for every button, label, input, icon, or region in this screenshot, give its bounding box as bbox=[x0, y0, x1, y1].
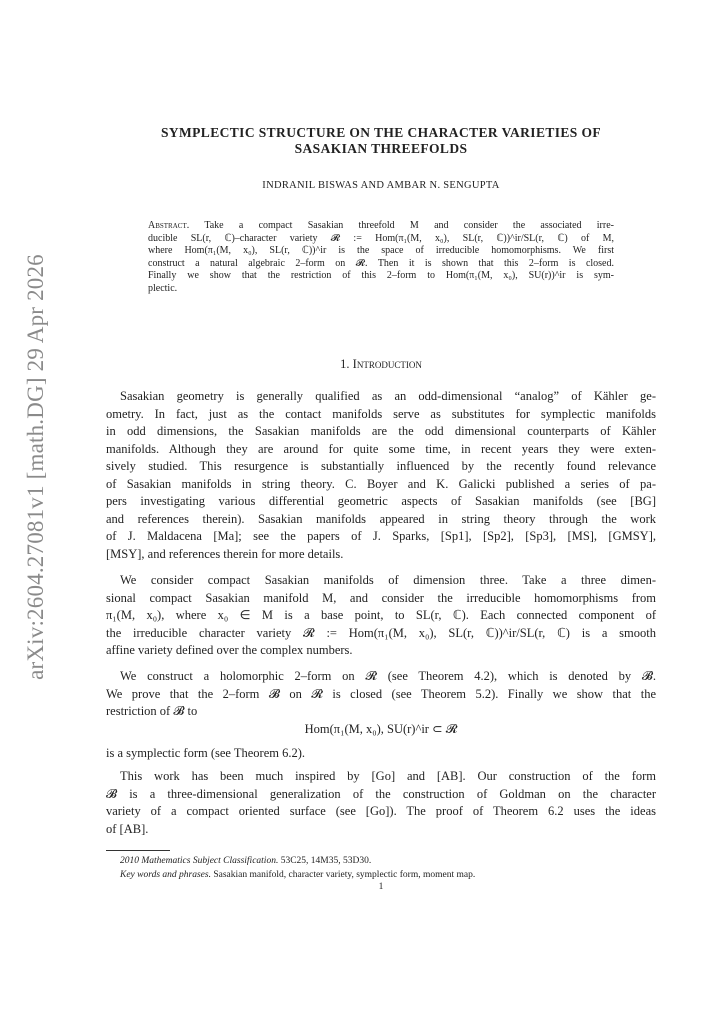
page-number: 1 bbox=[378, 882, 384, 892]
keywords-footnote bbox=[120, 868, 640, 882]
keywords-value: Sasakian manifold, character variety, symplectic form, moment map. bbox=[213, 870, 476, 880]
text-line: 𝓑 is a three-dimensional generalization of the construction of Goldman on the character bbox=[106, 786, 656, 801]
text-line: in odd dimensions, the Sasakian manifolds are the odd dimensional counterparts of Kähler bbox=[106, 424, 656, 438]
text-line: This work has been much inspired by [Go] and [AB]. Our construction of the form bbox=[120, 769, 656, 783]
text-line: ometry. In fact, just as the contact manifolds serve as substitutes for symplectic manifolds bbox=[106, 406, 656, 421]
text-line: manifolds. Although they are around for quite some time, in recent years they were exten- bbox=[106, 441, 656, 456]
paragraph-1 bbox=[106, 388, 656, 563]
text-line: pers investigating various differential geometric aspects of Sasakian manifolds (see [BG] bbox=[106, 494, 656, 508]
text-line: sively studied. This resurgence is substantially influenced by the recently found relevance bbox=[106, 459, 656, 473]
text-line: sional compact Sasakian manifold M, and consider the irreducible homomorphisms from bbox=[106, 590, 656, 605]
arxiv-identifier: arXiv:2604.27081v1 [math.DG] 29 Apr 2026 bbox=[23, 254, 48, 680]
text-line: [MSY], and references therein for more details. bbox=[106, 546, 344, 561]
title-line-2: SASAKIAN THREEFOLDS bbox=[294, 141, 468, 156]
text-line: is a symplectic form (see Theorem 6.2). bbox=[106, 746, 306, 760]
keywords-label: Key words and phrases. bbox=[120, 870, 211, 880]
paragraph-3-end bbox=[106, 745, 656, 763]
footnotes bbox=[120, 854, 640, 882]
text-line: affine variety defined over the complex numbers. bbox=[106, 643, 353, 657]
text-line: We prove that the 2–form 𝓑 on 𝓡 is closed (see Theorem 5.2). Finally we show that the bbox=[106, 686, 656, 701]
text-line: variety of a compact oriented surface (see [Go]). The proof of Theorem 6.2 uses the ideas bbox=[106, 804, 656, 818]
display-equation: Hom(π₁(M, x₀), SU(r)^ir ⊂ 𝓡 bbox=[304, 722, 458, 736]
paragraph-4 bbox=[106, 768, 656, 838]
text-line: restriction of 𝓑 to bbox=[106, 704, 198, 718]
arxiv-sidebar bbox=[16, 254, 56, 680]
abstract-line: construct a natural algebraic 2–form on 𝓡. Then it is shown that this 2–form is closed. bbox=[148, 257, 614, 269]
paragraph-3 bbox=[106, 668, 656, 721]
abstract-line: Finally we show that the restriction of this 2–form to Hom(π₁(M, x₀), SU(r))^ir is sym- bbox=[148, 270, 614, 282]
paper-title bbox=[106, 125, 656, 157]
section-heading bbox=[106, 357, 656, 372]
text-line: π₁(M, x₀), where x₀ ∈ M is a base point, to SL(r, ℂ). Each connected component of bbox=[106, 608, 656, 622]
abstract bbox=[148, 220, 614, 296]
abstract-line: where Hom(π₁(M, x₀), SL(r, ℂ))^ir is the space of irreducible homomorphisms. We first bbox=[148, 245, 614, 257]
text-line: of Sasakian manifolds in string theory. C. Boyer and K. Galicki published a series of pa- bbox=[106, 476, 656, 491]
msc-label: 2010 Mathematics Subject Classification. bbox=[120, 856, 279, 866]
text-line: Sasakian geometry is generally qualified as an odd-dimensional “analog” of Kähler ge- bbox=[120, 389, 656, 403]
section-number: 1. bbox=[340, 357, 350, 371]
abstract-line: ducible SL(r, ℂ)–character variety 𝓡 := Hom(π₁(M, x₀), SL(r, ℂ))^ir/SL(r, ℂ) of M, bbox=[148, 232, 614, 244]
section-title: Introduction bbox=[352, 357, 422, 371]
msc-value: 53C25, 14M35, 53D30. bbox=[280, 856, 372, 866]
paper-authors: INDRANIL BISWAS AND AMBAR N. SENGUPTA bbox=[262, 180, 500, 191]
msc-footnote bbox=[120, 854, 640, 868]
text-line: and references therein). Sasakian manifolds appeared in string theory through the work bbox=[106, 511, 656, 526]
text-line: the irreducible character variety 𝓡 := Hom(π₁(M, x₀), SL(r, ℂ))^ir/SL(r, ℂ) is a smooth bbox=[106, 625, 656, 640]
abstract-line: Abstract. Take a compact Sasakian threefold M and consider the associated irre- bbox=[148, 220, 614, 231]
footnote-divider bbox=[106, 850, 170, 851]
text-line: We consider compact Sasakian manifolds of dimension three. Take a three dimen- bbox=[120, 573, 656, 587]
text-line: of J. Maldacena [Ma]; see the papers of J. Sparks, [Sp1], [Sp2], [Sp3], [MS], [GMSY], bbox=[106, 529, 656, 543]
paragraph-2 bbox=[106, 572, 656, 660]
title-line-1: SYMPLECTIC STRUCTURE ON THE CHARACTER VARIETIES OF bbox=[160, 125, 602, 140]
text-line: We construct a holomorphic 2–form on 𝓡 (see Theorem 4.2), which is denoted by 𝓑. bbox=[120, 669, 656, 683]
abstract-label: Abstract. bbox=[148, 220, 190, 231]
text-line: of [AB]. bbox=[106, 821, 149, 836]
abstract-line: plectic. bbox=[148, 282, 178, 294]
